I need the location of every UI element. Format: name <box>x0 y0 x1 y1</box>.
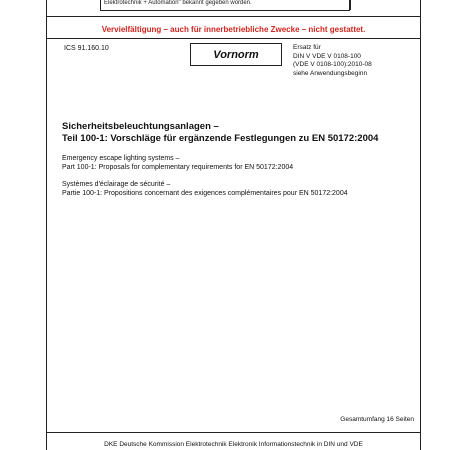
document-type-badge <box>190 43 282 66</box>
german-title <box>62 121 378 145</box>
page-frame-right <box>420 0 421 450</box>
replacement-line: DIN V VDE V 0108-100 <box>293 52 361 60</box>
german-title-line: Sicherheitsbeleuchtungsanlagen – <box>62 121 219 132</box>
english-title <box>62 154 293 172</box>
page-frame-left <box>46 0 47 450</box>
footer-rule <box>46 432 421 433</box>
french-title-line: Partie 100-1: Propositions concernant des exigences complémentaires pour EN 50172:2004 <box>62 190 348 197</box>
replacement-line: siehe Anwendungsbeginn <box>293 69 368 77</box>
english-title-line: Emergency escape lighting systems – <box>62 155 180 162</box>
warning-rule <box>46 38 421 39</box>
english-title-line: Part 100-1: Proposals for complementary requirements for EN 50172:2004 <box>62 164 294 171</box>
publisher-footer: DKE Deutsche Kommission Elektrotechnik Elektronik Informationstechnik in DIN und VDE <box>104 441 363 448</box>
german-title-line: Teil 100-1: Vorschläge für ergänzende Festlegungen zu EN 50172:2004 <box>62 133 379 144</box>
ics-code: ICS 91.160.10 <box>64 45 109 52</box>
replacement-line: Ersatz für <box>293 44 321 51</box>
header-rule <box>46 16 421 17</box>
header-box-divider <box>350 0 351 10</box>
french-title <box>62 180 348 198</box>
french-title-line: Systèmes d'éclairage de sécurité – <box>62 181 171 188</box>
replacement-info <box>293 44 372 78</box>
document-type-label: Vornorm <box>213 48 259 61</box>
header-note: Elektrotechnik + Automation" bekannt gegeben worden. <box>104 0 252 6</box>
copy-restriction-warning: Vervielfältigung – auch für innerbetriebliche Zwecke – nicht gestattet. <box>101 25 366 34</box>
total-pages: Gesamtumfang 16 Seiten <box>340 416 414 423</box>
replacement-line: (VDE V 0108-100):2010-08 <box>293 61 372 68</box>
